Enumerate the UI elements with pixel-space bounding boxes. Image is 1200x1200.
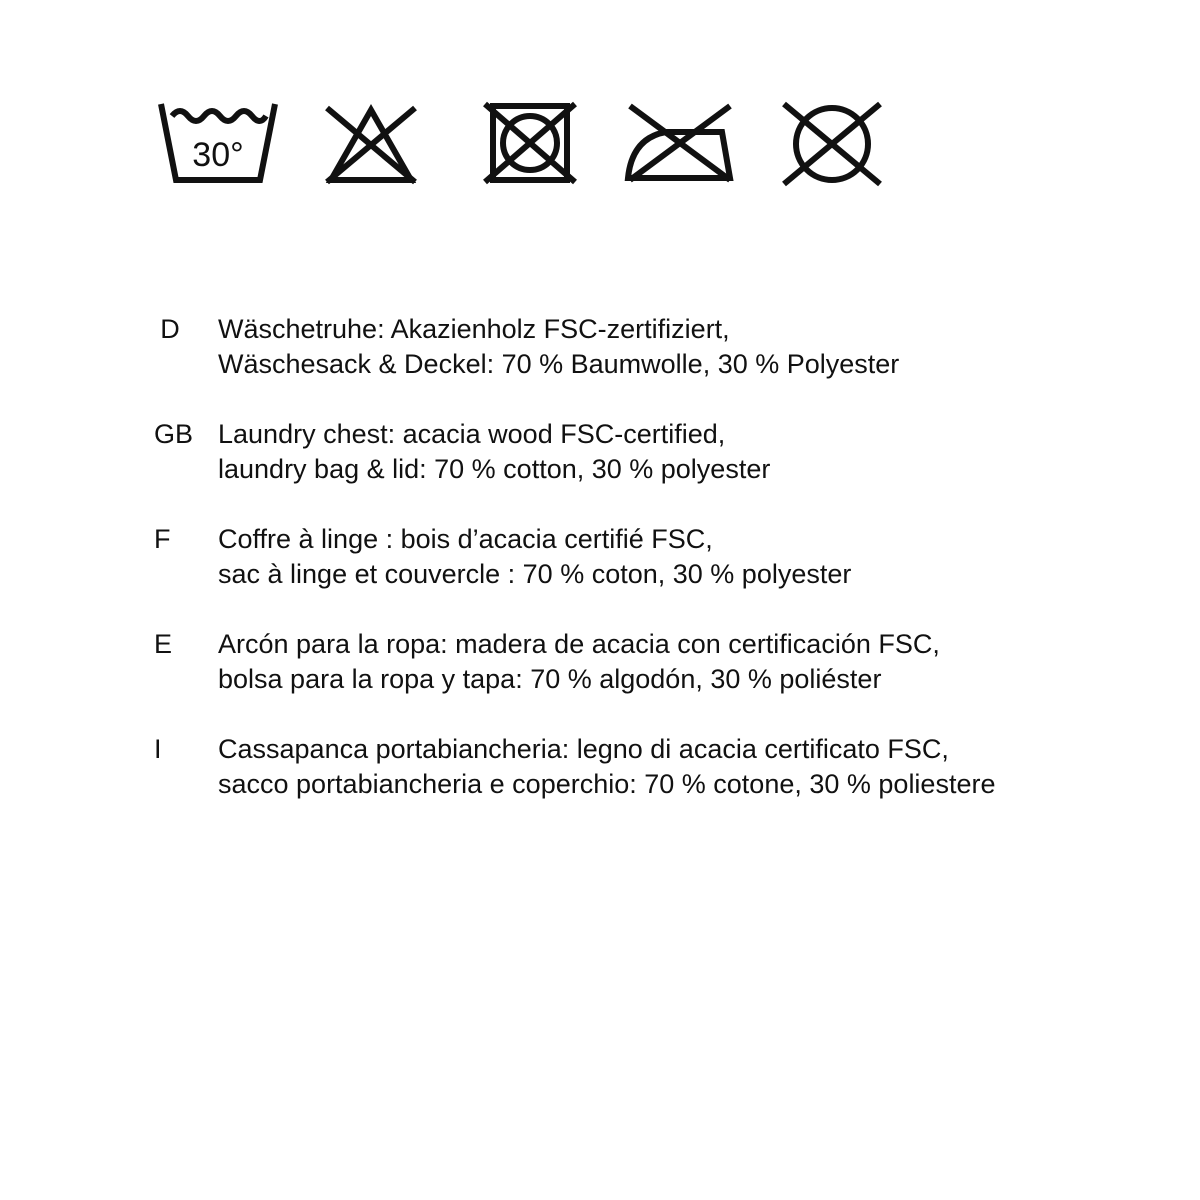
material-line-1: Wäschetruhe: Akazienholz FSC-zertifiziert, <box>218 314 730 344</box>
material-line-1: Cassapanca portabiancheria: legno di acacia certificato FSC, <box>218 734 949 764</box>
material-text <box>218 732 995 802</box>
wash-30-icon <box>158 98 278 188</box>
language-code: I <box>154 734 162 764</box>
materials-list <box>150 312 1150 837</box>
language-code: E <box>154 629 173 659</box>
material-text <box>218 417 770 487</box>
material-line-2: sacco portabiancheria e coperchio: 70 % cotone, 30 % poliestere <box>218 769 996 799</box>
no-iron-icon <box>626 98 736 188</box>
material-text <box>218 522 851 592</box>
material-text <box>218 627 940 697</box>
material-line-2: Wäschesack & Deckel: 70 % Baumwolle, 30 % Polyester <box>218 349 900 379</box>
wash-temperature-label: 30° <box>192 136 244 174</box>
material-block-de <box>150 312 1150 382</box>
language-code: D <box>160 314 180 344</box>
material-line-1: Arcón para la ropa: madera de acacia con certificación FSC, <box>218 629 940 659</box>
material-block-it <box>150 732 1150 802</box>
material-text <box>218 312 899 382</box>
material-line-2: sac à linge et couvercle : 70 % coton, 30 % polyester <box>218 559 852 589</box>
language-code: GB <box>154 419 194 449</box>
material-line-2: laundry bag & lid: 70 % cotton, 30 % polyester <box>218 454 771 484</box>
material-line-1: Laundry chest: acacia wood FSC-certified, <box>218 419 726 449</box>
material-block-gb <box>150 417 1150 487</box>
material-block-es <box>150 627 1150 697</box>
care-symbols-row <box>158 98 888 188</box>
material-block-fr <box>150 522 1150 592</box>
no-dry-clean-icon <box>780 98 885 188</box>
no-bleach-icon <box>321 98 421 188</box>
language-code: F <box>154 524 171 554</box>
material-line-1: Coffre à linge : bois d’acacia certifié FSC, <box>218 524 713 554</box>
material-line-2: bolsa para la ropa y tapa: 70 % algodón, 30 % poliéster <box>218 664 882 694</box>
no-tumble-dry-icon <box>485 98 575 188</box>
